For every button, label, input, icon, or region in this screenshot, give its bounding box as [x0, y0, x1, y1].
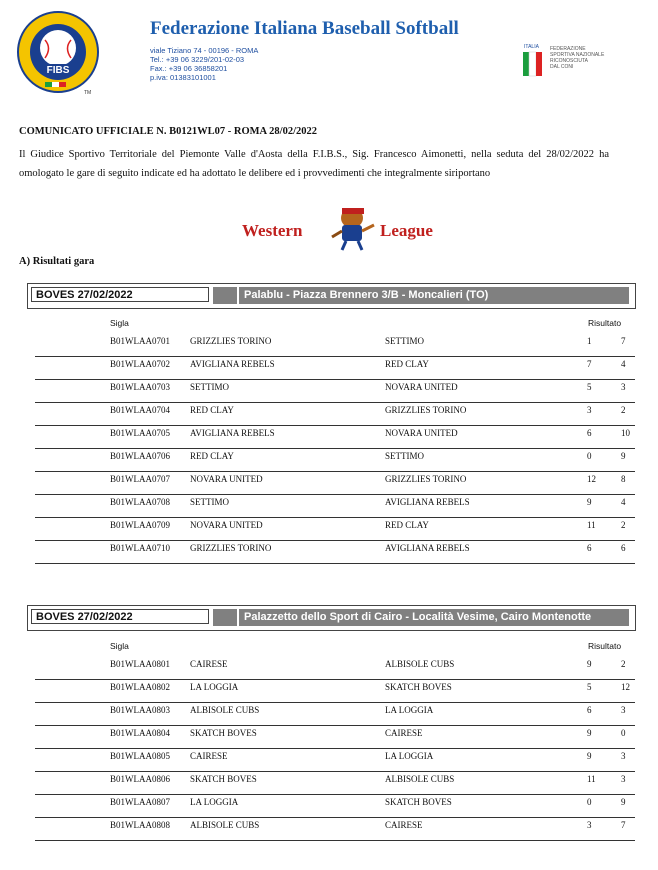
table-row [35, 518, 635, 541]
row-divider [35, 840, 635, 841]
home-team: SETTIMO [190, 382, 229, 392]
coni-line: RICONOSCIUTA [550, 58, 588, 64]
home-score: 0 [587, 797, 592, 807]
home-team: GRIZZLIES TORINO [190, 336, 272, 346]
sigla-header: Sigla [110, 318, 129, 328]
coni-badge-italia: ITALIA [524, 44, 539, 50]
vat-line: p.iva: 01383101001 [150, 73, 216, 82]
game-code: B01WLAA0710 [110, 543, 170, 553]
table-row [35, 541, 635, 564]
away-team: SKATCH BOVES [385, 797, 452, 807]
away-score: 2 [621, 405, 626, 415]
home-team: NOVARA UNITED [190, 474, 263, 484]
date-label: BOVES 27/02/2022 [31, 287, 209, 302]
date-label: BOVES 27/02/2022 [31, 609, 209, 624]
away-team: LA LOGGIA [385, 751, 434, 761]
venue-name: Palablu - Piazza Brennero 3/B - Moncalieri (TO) [239, 287, 629, 304]
home-score: 6 [587, 543, 592, 553]
western-league-logo [240, 205, 440, 251]
home-score: 9 [587, 751, 592, 761]
table-row [35, 403, 635, 426]
away-score: 4 [621, 359, 626, 369]
home-team: ALBISOLE CUBS [190, 820, 260, 830]
mascot-icon [318, 205, 378, 251]
game-code: B01WLAA0801 [110, 659, 170, 669]
away-score: 9 [621, 797, 626, 807]
home-team: SKATCH BOVES [190, 774, 257, 784]
table-row [35, 749, 635, 772]
fibs-logo-tm: TM [84, 90, 92, 96]
coni-line: DAL CONI [550, 64, 574, 70]
fibs-logo-text: FIBS [46, 65, 70, 76]
table-row [35, 657, 635, 680]
away-score: 0 [621, 728, 626, 738]
away-score: 9 [621, 451, 626, 461]
home-score: 5 [587, 682, 592, 692]
game-code: B01WLAA0709 [110, 520, 170, 530]
home-score: 9 [587, 728, 592, 738]
game-code: B01WLAA0803 [110, 705, 170, 715]
home-score: 11 [587, 774, 596, 784]
table-row [35, 357, 635, 380]
home-score: 3 [587, 405, 592, 415]
home-team: SKATCH BOVES [190, 728, 257, 738]
game-code: B01WLAA0701 [110, 336, 170, 346]
game-code: B01WLAA0805 [110, 751, 170, 761]
game-code: B01WLAA0702 [110, 359, 170, 369]
home-team: AVIGLIANA REBELS [190, 359, 275, 369]
home-team: NOVARA UNITED [190, 520, 263, 530]
away-score: 8 [621, 474, 626, 484]
away-team: ALBISOLE CUBS [385, 774, 455, 784]
away-team: GRIZZLIES TORINO [385, 405, 467, 415]
venue-header [27, 283, 636, 309]
home-team: ALBISOLE CUBS [190, 705, 260, 715]
coni-line: SPORTIVA NAZIONALE [550, 52, 605, 58]
coni-badge [522, 44, 622, 82]
home-score: 9 [587, 497, 592, 507]
home-team: LA LOGGIA [190, 682, 239, 692]
home-score: 9 [587, 659, 592, 669]
phone-line: Tel.: +39 06 3229/201-02-03 [150, 55, 245, 64]
away-score: 3 [621, 751, 626, 761]
away-score: 12 [621, 682, 630, 692]
table-row [35, 703, 635, 726]
row-divider [35, 563, 635, 564]
away-team: NOVARA UNITED [385, 428, 458, 438]
away-score: 10 [621, 428, 630, 438]
away-team: CAIRESE [385, 728, 423, 738]
risultato-header: Risultato [588, 318, 622, 328]
away-score: 3 [621, 382, 626, 392]
section-title: A) Risultati gara [19, 256, 95, 267]
sigla-header: Sigla [110, 641, 129, 651]
game-code: B01WLAA0806 [110, 774, 170, 784]
away-team: LA LOGGIA [385, 705, 434, 715]
home-score: 6 [587, 705, 592, 715]
away-team: RED CLAY [385, 359, 429, 369]
table-row [35, 449, 635, 472]
away-team: ALBISOLE CUBS [385, 659, 455, 669]
home-team: RED CLAY [190, 451, 234, 461]
game-code: B01WLAA0802 [110, 682, 170, 692]
away-score: 3 [621, 705, 626, 715]
home-score: 1 [587, 336, 592, 346]
game-code: B01WLAA0705 [110, 428, 170, 438]
game-code: B01WLAA0708 [110, 497, 170, 507]
table-row [35, 772, 635, 795]
home-team: GRIZZLIES TORINO [190, 543, 272, 553]
game-code: B01WLAA0804 [110, 728, 170, 738]
away-team: SETTIMO [385, 451, 424, 461]
table-row [35, 426, 635, 449]
venue-header [27, 605, 636, 631]
away-score: 7 [621, 336, 626, 346]
home-team: CAIRESE [190, 659, 228, 669]
comunicato-body: Il Giudice Sportivo Territoriale del Piemonte Valle d'Aosta della F.I.B.S., Sig. Francesco Aimonetti, nella seduta del 28/02/2022 ha omologato le gare di seguito indicate ed ha adottato le delibere ed i provvedimenti che integralmente siriportano [19, 149, 609, 179]
away-team: CAIRESE [385, 820, 423, 830]
away-score: 3 [621, 774, 626, 784]
table-row [35, 495, 635, 518]
game-code: B01WLAA0808 [110, 820, 170, 830]
league-logo-right: League [380, 221, 433, 240]
coni-line: FEDERAZIONE [550, 46, 586, 52]
away-team: SETTIMO [385, 336, 424, 346]
game-code: B01WLAA0807 [110, 797, 170, 807]
away-score: 4 [621, 497, 626, 507]
home-team: AVIGLIANA REBELS [190, 428, 275, 438]
federation-title: Federazione Italiana Baseball Softball [150, 18, 459, 39]
table-row [35, 795, 635, 818]
home-score: 12 [587, 474, 596, 484]
league-logo-left: Western [242, 221, 303, 240]
away-score: 7 [621, 820, 626, 830]
fibs-logo [14, 8, 102, 96]
away-team: RED CLAY [385, 520, 429, 530]
home-team: LA LOGGIA [190, 797, 239, 807]
fax-line: Fax.: +39 06 36858201 [150, 64, 228, 73]
game-code: B01WLAA0703 [110, 382, 170, 392]
home-score: 7 [587, 359, 592, 369]
venue-name: Palazzetto dello Sport di Cairo - Località Vesime, Cairo Montenotte [239, 609, 629, 626]
home-score: 6 [587, 428, 592, 438]
comunicato-title: COMUNICATO UFFICIALE N. B0121WL07 - ROMA 28/02/2022 [19, 126, 317, 137]
home-score: 0 [587, 451, 592, 461]
home-score: 3 [587, 820, 592, 830]
away-team: SKATCH BOVES [385, 682, 452, 692]
away-score: 6 [621, 543, 626, 553]
home-score: 5 [587, 382, 592, 392]
risultato-header: Risultato [588, 641, 622, 651]
table-row [35, 334, 635, 357]
away-team: AVIGLIANA REBELS [385, 497, 470, 507]
table-row [35, 472, 635, 495]
away-team: GRIZZLIES TORINO [385, 474, 467, 484]
home-score: 11 [587, 520, 596, 530]
away-score: 2 [621, 659, 626, 669]
italy-shield-icon [522, 51, 544, 79]
table-row [35, 680, 635, 703]
table-row [35, 726, 635, 749]
game-code: B01WLAA0704 [110, 405, 170, 415]
game-code: B01WLAA0707 [110, 474, 170, 484]
away-team: NOVARA UNITED [385, 382, 458, 392]
away-team: AVIGLIANA REBELS [385, 543, 470, 553]
game-code: B01WLAA0706 [110, 451, 170, 461]
away-score: 2 [621, 520, 626, 530]
table-row [35, 380, 635, 403]
home-team: SETTIMO [190, 497, 229, 507]
table-row [35, 818, 635, 841]
home-team: RED CLAY [190, 405, 234, 415]
home-team: CAIRESE [190, 751, 228, 761]
address-line: viale Tiziano 74 - 00196 - ROMA [150, 46, 259, 55]
